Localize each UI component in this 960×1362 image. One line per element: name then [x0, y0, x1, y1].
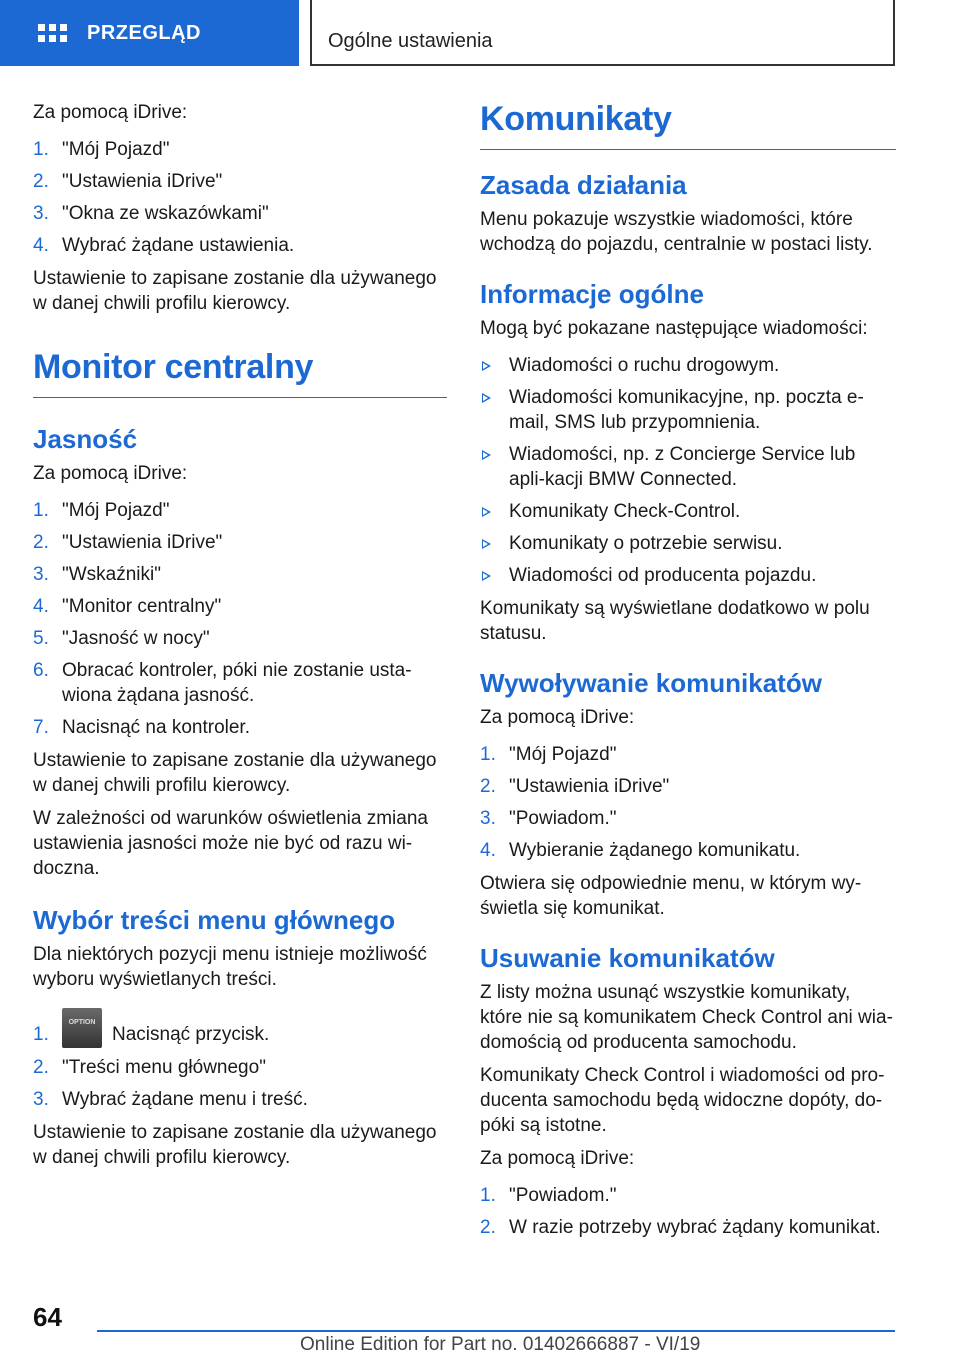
list-item: 2. "Treści menu głównego"	[33, 1057, 266, 1078]
list-item: 4. Wybieranie żądanego komunikatu.	[480, 840, 801, 861]
principle-text: Menu pokazuje wszystkie wiadomości, które wchodzą do pojazdu, centralnie w postaci listy.	[480, 209, 873, 255]
intro-note: Ustawienie to zapisane zostanie dla używanego w danej chwili profilu kierowcy.	[33, 268, 437, 314]
general-info-list	[480, 353, 896, 588]
list-item: Komunikaty Check-Control.	[480, 499, 896, 524]
list-item: 3. Wybrać żądane menu i treść.	[33, 1089, 308, 1110]
brightness-note-2: W zależności od warunków oświetlenia zmiana ustawienia jasności może nie być od razu wi-doczna.	[33, 808, 428, 879]
list-item: 4. Wybrać żądane ustawienia.	[33, 235, 295, 256]
intro-steps	[33, 137, 447, 258]
monitor-heading: Monitor centralny	[33, 348, 447, 398]
list-item: 1. "Mój Pojazd"	[480, 744, 617, 765]
page-number: 64	[33, 1302, 62, 1332]
intro-via: Za pomocą iDrive:	[33, 102, 188, 123]
main-menu-note: Ustawienie to zapisane zostanie dla używanego w danej chwili profilu kierowcy.	[33, 1122, 437, 1168]
delete-messages-heading: Usuwanie komunikatów	[480, 943, 775, 973]
list-item: 2. "Ustawienia iDrive"	[33, 171, 223, 192]
call-messages-via: Za pomocą iDrive:	[480, 707, 635, 728]
list-item: Wiadomości o ruchu drogowym.	[480, 353, 896, 378]
list-item: 2. "Ustawienia iDrive"	[33, 532, 223, 553]
list-item: 3. "Okna ze wskazówkami"	[33, 203, 269, 224]
general-info-heading: Informacje ogólne	[480, 279, 704, 309]
brightness-heading: Jasność	[33, 424, 138, 454]
list-item: 3. "Powiadom."	[480, 808, 617, 829]
list-item: Wiadomości komunikacyjne, np. poczta e-mail, SMS lub przypomnienia.	[480, 385, 896, 435]
grid-menu-icon	[38, 24, 67, 42]
section-title-tab	[310, 0, 895, 66]
list-item: 1. "Mój Pojazd"	[33, 500, 170, 521]
overview-nav-button[interactable]	[0, 0, 299, 66]
delete-messages-text-1: Z listy można usunąć wszystkie komunikaty, które nie są komunikatem Check Control ani wia-domością od producenta samochodu.	[480, 982, 893, 1053]
principle-heading: Zasada działania	[480, 170, 687, 200]
section-title: Ogólne ustawienia	[328, 30, 493, 52]
call-messages-note: Otwiera się odpowiednie menu, w którym wy-świetla się komunikat.	[480, 873, 862, 919]
list-item: Wiadomości od producenta pojazdu.	[480, 563, 896, 588]
list-item: 5. "Jasność w nocy"	[33, 628, 210, 649]
right-column	[480, 100, 896, 1248]
left-column	[33, 100, 447, 1178]
delete-messages-text-2: Komunikaty Check Control i wiadomości od pro-ducenta samochodu będą widoczne dopóty, do-póki są istotne.	[480, 1065, 885, 1136]
general-info-note: Komunikaty są wyświetlane dodatkowo w polu statusu.	[480, 598, 870, 644]
list-item: 6. Obracać kontroler, póki nie zostanie usta-wiona żądana jasność.	[33, 660, 412, 706]
call-messages-steps	[480, 742, 896, 863]
list-item: 1. "Mój Pojazd"	[33, 139, 170, 160]
footer-divider	[97, 1330, 895, 1332]
list-item: 2. "Ustawienia iDrive"	[480, 776, 670, 797]
brightness-via: Za pomocą iDrive:	[33, 463, 188, 484]
list-item: 3. "Wskaźniki"	[33, 564, 161, 585]
overview-nav-label: PRZEGLĄD	[87, 21, 201, 44]
main-menu-desc: Dla niektórych pozycji menu istnieje możliwość wyboru wyświetlanych treści.	[33, 944, 427, 990]
edition-text: Online Edition for Part no. 01402666887 - VI/19	[300, 1334, 701, 1355]
list-item: 1. "Powiadom."	[480, 1185, 617, 1206]
list-item: 1. OPTIONNacisnąć przycisk.	[33, 1022, 447, 1048]
option-button-icon: OPTION	[62, 1008, 102, 1048]
call-messages-heading: Wywoływanie komunikatów	[480, 668, 822, 698]
general-info-text: Mogą być pokazane następujące wiadomości:	[480, 318, 868, 339]
brightness-steps	[33, 498, 447, 740]
delete-messages-via: Za pomocą iDrive:	[480, 1148, 635, 1169]
brightness-note-1: Ustawienie to zapisane zostanie dla używanego w danej chwili profilu kierowcy.	[33, 750, 437, 796]
list-item: Wiadomości, np. z Concierge Service lub apli-kacji BMW Connected.	[480, 442, 896, 492]
list-item: 7. Nacisnąć na kontroler.	[33, 717, 250, 738]
top-bar	[0, 0, 960, 66]
main-menu-steps	[33, 1019, 447, 1112]
list-item: 4. "Monitor centralny"	[33, 596, 222, 617]
list-item: 2. W razie potrzeby wybrać żądany komunikat.	[480, 1217, 881, 1238]
main-menu-heading: Wybór treści menu głównego	[33, 905, 396, 935]
list-item: Komunikaty o potrzebie serwisu.	[480, 531, 896, 556]
delete-messages-steps	[480, 1183, 896, 1240]
messages-heading: Komunikaty	[480, 100, 896, 150]
